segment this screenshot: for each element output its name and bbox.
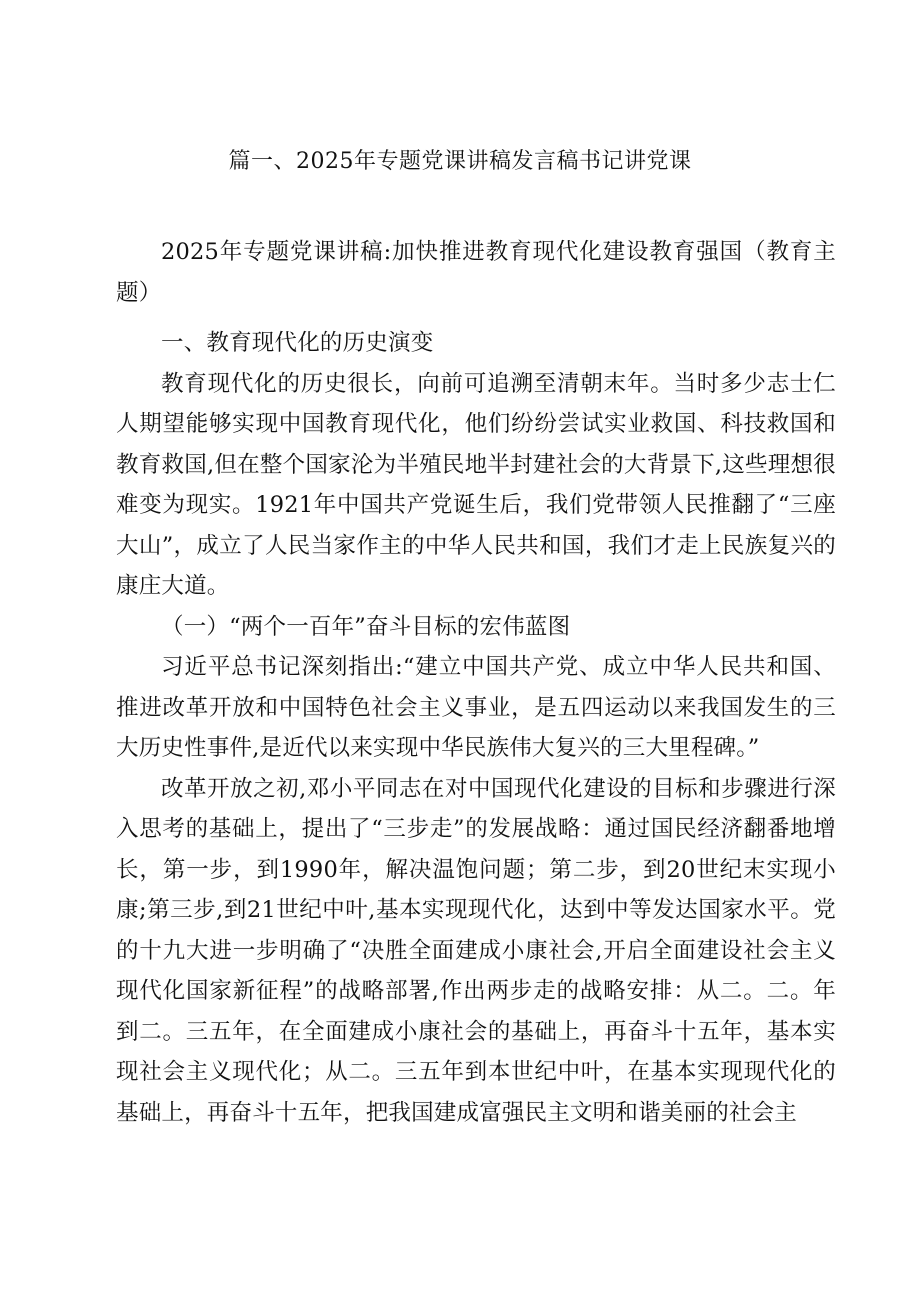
section-heading: 一、教育现代化的历史演变 <box>161 330 434 356</box>
document-body <box>116 232 836 1133</box>
subsection-heading: （一）“两个一百年”奋斗目标的宏伟蓝图 <box>161 613 571 640</box>
paragraph-quote: 习近平总书记深刻指出:“建立中国共产党、成立中华人民共和国、推进改革开放和中国特色社会主义事业，是五四运动以来我国发生的三大历史性事件,是近代以来实现中华民族伟大复兴的三大里程碑。” <box>116 654 836 761</box>
paragraph-history: 教育现代化的历史很长，向前可追溯至清朝末年。当时多少志士仁人期望能够实现中国教育现代化，他们纷纷尝试实业救国、科技救国和教育救国,但在整个国家沦为半殖民地半封建社会的大背景下,这些理想很难变为现实。1921年中国共产党诞生后，我们党带领人民推翻了“三座大山”，成立了人民当家作主的中华人民共和国，我们才走上民族复兴的康庄大道。 <box>116 370 836 599</box>
paragraph-strategy: 改革开放之初,邓小平同志在对中国现代化建设的目标和步骤进行深入思考的基础上，提出了“三步走”的发展战略：通过国民经济翻番地增长，第一步，到1990年，解决温饱问题；第二步，到20世纪末实现小康;第三步,到21世纪中叶,基本实现现代化，达到中等发达国家水平。党的十九大进一步明确了“决胜全面建成小康社会,开启全面建设社会主义现代化国家新征程”的战略部署,作出两步走的战略安排：从二。二。年到二。三五年，在全面建成小康社会的基础上，再奋斗十五年，基本实现社会主义现代化；从二。三五年到本世纪中叶，在基本实现现代化的基础上，再奋斗十五年，把我国建成富强民主文明和谐美丽的社会主 <box>116 775 836 1126</box>
document-title: 篇一、2025年专题党课讲稿发言稿书记讲党课 <box>228 149 692 174</box>
document-subtitle: 2025年专题党课讲稿:加快推进教育现代化建设教育强国（教育主题） <box>116 239 836 306</box>
